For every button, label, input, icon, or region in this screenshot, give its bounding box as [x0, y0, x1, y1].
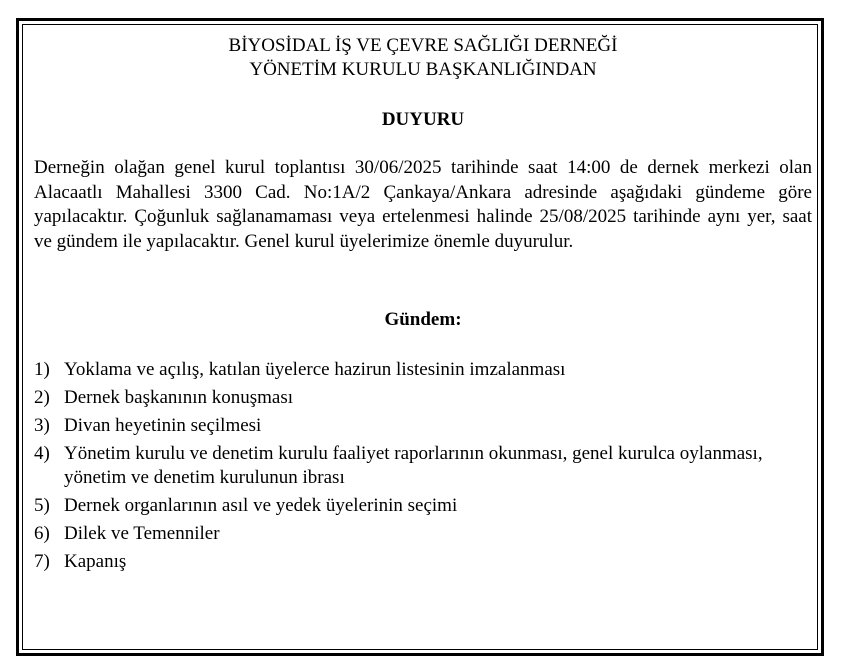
association-name: BİYOSİDAL İŞ VE ÇEVRE SAĞLIĞI DERNEĞİ — [228, 35, 618, 56]
agenda-item-text: Yönetim kurulu ve denetim kurulu faaliyet raporlarının okunması, genel kurulca oylanması, yönetim ve denetim kurulunun ibrası — [64, 443, 763, 488]
agenda-item-number: 5) — [34, 495, 50, 516]
announcement-document — [34, 34, 812, 578]
announcement-text: Derneğin olağan genel kurul toplantısı 30/06/2025 tarihinde saat 14:00 de dernek merkezi olan Alacaatlı Mahallesi 3300 Cad. No:1A/2 Çankaya/Ankara adresinde aşağıdaki gündeme göre yapılacaktır. Çoğunluk sağlanamaması veya ertelenmesi halinde 25/08/2025 tarihinde aynı yer, saat ve gündem ile yapılacaktır. Genel kurul üyelerimize önemle duyurulur. — [34, 157, 812, 252]
agenda-item-number: 6) — [34, 523, 50, 544]
agenda-item-text: Dernek organlarının asıl ve yedek üyelerinin seçimi — [64, 495, 458, 516]
agenda-title: Gündem: — [384, 309, 462, 330]
agenda-item — [34, 358, 812, 382]
agenda-item — [34, 414, 812, 438]
agenda-item-number: 1) — [34, 359, 50, 380]
board-presidency: YÖNETİM KURULU BAŞKANLIĞINDAN — [249, 59, 597, 80]
agenda-item-text: Kapanış — [64, 551, 127, 572]
agenda-item — [34, 386, 812, 410]
agenda-item-number: 3) — [34, 415, 50, 436]
agenda-item-text: Divan heyetinin seçilmesi — [64, 415, 262, 436]
agenda-item — [34, 522, 812, 546]
document-title: DUYURU — [381, 109, 465, 130]
agenda-item-text: Dernek başkanının konuşması — [64, 387, 294, 408]
agenda-item-number: 7) — [34, 551, 50, 572]
agenda-item-text: Yoklama ve açılış, katılan üyelerce hazirun listesinin imzalanması — [64, 359, 566, 380]
agenda-item — [34, 550, 812, 574]
agenda-item-number: 4) — [34, 443, 50, 464]
agenda-item-text: Dilek ve Temenniler — [64, 523, 220, 544]
agenda-item — [34, 494, 812, 518]
agenda-item-number: 2) — [34, 387, 50, 408]
agenda-list — [34, 358, 812, 574]
agenda-item — [34, 442, 812, 490]
